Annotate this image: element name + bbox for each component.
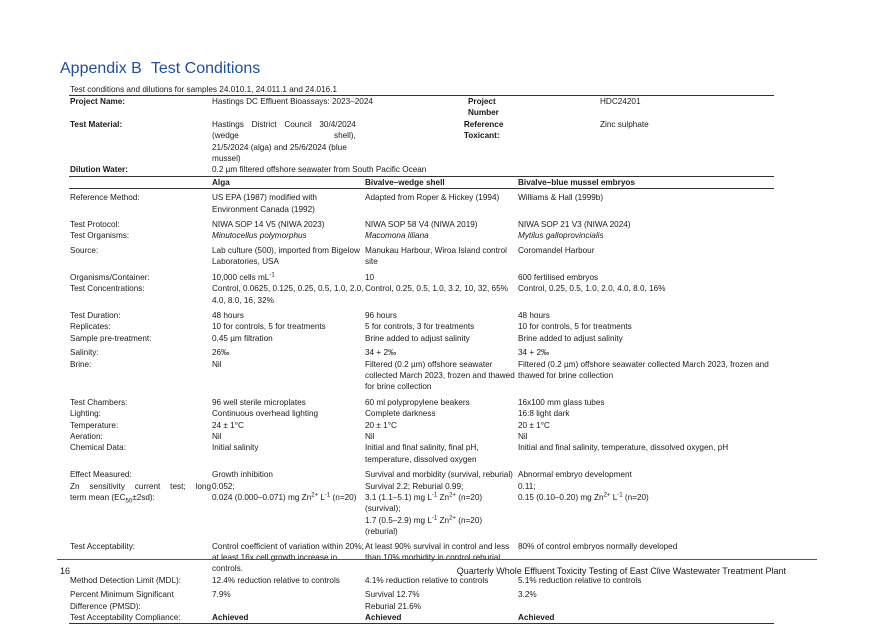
table-row: [69, 481, 774, 538]
wedge-cell: 34 + 2‰: [365, 348, 397, 358]
row-label-line: Percent Minimum Significant: [70, 590, 174, 600]
mussel-cell: Nil: [518, 431, 528, 441]
mussel-cell: 5.1% reduction relative to controls: [518, 575, 642, 585]
mussel-cell: 3.2%: [518, 590, 537, 600]
alga-cell: 7.9%: [212, 590, 231, 600]
alga-cell: [211, 268, 364, 283]
table-row: [69, 612, 774, 624]
wedge-line: Reburial 21.6%: [365, 601, 421, 611]
row-label: Source:: [70, 245, 99, 255]
mussel-cell: Williams & Hall (1999b): [518, 193, 604, 203]
table-row: [69, 344, 774, 358]
alga-cell: Achieved: [211, 612, 364, 624]
wedge-cell: 4.1% reduction relative to controls: [365, 575, 489, 585]
footer-divider: [57, 559, 817, 560]
test-conditions-table: [69, 95, 774, 624]
table-row: [69, 420, 774, 431]
alga-line: [212, 492, 364, 503]
mussel-cell: 600 fertilised embryos: [518, 272, 599, 282]
alga-cell: 96 well sterile microplates: [212, 397, 306, 407]
wedge-cell: 20 ± 1°C: [365, 420, 397, 430]
row-label: Salinity:: [70, 348, 99, 358]
row-label: Test Duration:: [70, 310, 121, 320]
row-label: Test Acceptability Compliance:: [69, 612, 211, 624]
mussel-line: [518, 492, 774, 503]
wedge-cell: NIWA SOP 58 V4 (NIWA 2019): [365, 220, 478, 230]
text: (n=20): [330, 493, 357, 502]
mussel-cell: 48 hours: [518, 310, 550, 320]
alga-cell: 12.4% reduction relative to controls: [212, 575, 340, 585]
alga-cell: Nil: [212, 431, 222, 441]
row-label: Sample pre-treatment:: [70, 333, 152, 343]
mussel-cell: Coromandel Harbour: [518, 245, 595, 255]
text: L: [318, 493, 325, 502]
alga-cell: NIWA SOP 14 V5 (NIWA 2023): [212, 220, 325, 230]
alga-cell: 0.45 µm filtration: [212, 333, 273, 343]
table-caption: Test conditions and dilutions for samples 24.010.1, 24.011.1 and 24.016.1: [70, 85, 338, 94]
row-label: Test Protocol:: [70, 220, 120, 230]
wedge-cell: Survival and morbidity (survival, reburial): [365, 470, 513, 480]
mussel-cell: 16:8 light dark: [518, 409, 570, 419]
project-name-value: Hastings DC Effluent Bioassays: 2023–2024: [212, 97, 373, 106]
alga-cell: Nil: [212, 359, 222, 369]
mussel-cell: Filtered (0.2 µm) offshore seawater collected March 2023, frozen and thawed for brine collection: [518, 359, 769, 380]
mussel-cell: 20 ± 1°C: [518, 420, 550, 430]
text: Zn: [437, 493, 450, 502]
table-header-row: [69, 176, 774, 188]
mussel-cell: NIWA SOP 21 V3 (NIWA 2024): [518, 220, 631, 230]
test-material-cell: [211, 119, 517, 165]
alga-cell: 10 for controls, 5 for treatments: [212, 322, 326, 332]
wedge-cell: 60 ml polypropylene beakers: [365, 397, 470, 407]
table-row: [69, 359, 774, 393]
row-label: Chemical Data:: [70, 443, 126, 453]
project-name-label: Project Name:: [69, 96, 211, 119]
alga-cell: Control coefficient of variation within 20%; at least 16x cell growth increase in controls.: [212, 541, 364, 574]
table-row: [69, 283, 774, 306]
text: 3.1 (1.1–5.1) mg L: [365, 493, 432, 502]
row-label: Lighting:: [70, 409, 101, 419]
superscript: -1: [431, 492, 438, 499]
superscript: 2+: [311, 492, 319, 499]
test-material-line1: Hastings District Council 30/4/2024 (wedge shell),: [212, 119, 356, 141]
wedge-cell: Filtered (0.2 µm) offshore seawater collected March 2023, frozen and thawed for brine collection: [365, 359, 515, 392]
column-header: Bivalve–blue mussel embryos: [517, 176, 774, 188]
wedge-cell: 96 hours: [365, 310, 397, 320]
wedge-line: Survival 2.2; Reburial 0.99;: [365, 481, 464, 491]
row-label-line: Difference (PMSD):: [70, 601, 141, 611]
superscript: 2+: [603, 492, 611, 499]
table-row: [69, 119, 774, 165]
wedge-cell: Brine added to adjust salinity: [365, 333, 470, 343]
column-header: Bivalve–wedge shell: [364, 176, 517, 188]
reference-toxicant-label: Reference Toxicant:: [463, 119, 504, 141]
wedge-cell: Manukau Harbour, Wiroa Island control site: [365, 245, 507, 267]
wedge-cell: At least 90% survival in control and less than 10% morbidity in control reburial: [365, 541, 510, 563]
alga-cell: Minutocellus polymorphus: [212, 231, 307, 241]
row-label: Effect Measured:: [70, 470, 132, 480]
row-label: Test Organisms:: [70, 231, 130, 241]
wedge-cell: 5 for controls, 3 for treatments: [365, 322, 475, 332]
wedge-cell: Adapted from Roper & Hickey (1994): [365, 193, 500, 203]
alga-cell: 48 hours: [212, 310, 244, 320]
mussel-cell: Brine added to adjust salinity: [518, 333, 623, 343]
wedge-cell: Control, 0.25, 0.5, 1.0, 3.2, 10, 32, 65%: [365, 284, 508, 294]
text: L: [610, 493, 618, 502]
row-label: Organisms/Container:: [70, 272, 150, 282]
dilution-water-value: 0.2 µm filtered offshore seawater from South Pacific Ocean: [211, 164, 774, 176]
wedge-line: [365, 515, 517, 538]
dilution-water-label: Dilution Water:: [69, 164, 211, 176]
text: Zn: [437, 515, 450, 525]
table-row: [69, 442, 774, 465]
superscript: 2+: [449, 515, 456, 522]
superscript: -1: [269, 271, 275, 278]
appendix-title: Test Conditions: [150, 60, 261, 77]
row-label: Brine:: [70, 359, 92, 369]
project-name-cell: [211, 96, 517, 119]
alga-cell: Lab culture (500), imported from Bigelow Laboratories, USA: [212, 245, 360, 267]
mussel-cell: Initial and final salinity, temperature, dissolved oxygen, pH: [518, 443, 729, 453]
row-label: Test Chambers:: [70, 397, 128, 407]
text: 0.024 (0.000–0.071) mg Zn: [212, 493, 312, 502]
row-label-line: [70, 492, 211, 503]
label-text: ±2sd):: [132, 493, 155, 502]
column-header: Alga: [211, 176, 364, 188]
table-row: [69, 575, 774, 586]
superscript: -1: [324, 492, 331, 499]
wedge-cell: Nil: [365, 431, 375, 441]
superscript: -1: [431, 515, 438, 522]
wedge-cell: Complete darkness: [365, 409, 436, 419]
wedge-cell: [364, 586, 517, 612]
wedge-line: Survival 12.7%: [365, 590, 420, 600]
wedge-cell: Achieved: [364, 612, 517, 624]
table-row: [69, 306, 774, 321]
table-row: [69, 242, 774, 268]
superscript: -1: [617, 492, 623, 499]
mussel-cell: Achieved: [517, 612, 774, 624]
mussel-cell: 34 + 2‰: [518, 348, 550, 358]
alga-cell: 24 ± 1°C: [212, 420, 244, 430]
row-label: [69, 586, 211, 612]
table-row: [69, 215, 774, 230]
mussel-cell: 10 for controls, 5 for treatments: [518, 322, 632, 332]
mussel-cell: 80% of control embryos normally developed: [518, 541, 678, 551]
alga-cell: Control, 0.0625, 0.125, 0.25, 0.5, 1.0, 2.0, 4.0, 8.0, 16, 32%: [212, 284, 364, 305]
superscript: 2+: [449, 492, 456, 499]
row-label: Aeration:: [70, 431, 103, 441]
wedge-cell: Initial and final salinity, final pH, temperature, dissolved oxygen: [365, 443, 479, 464]
table-row: [69, 164, 774, 176]
mussel-cell: [517, 481, 774, 538]
wedge-cell: Macomona liliana: [365, 231, 429, 241]
mussel-cell: Abnormal embryo development: [518, 470, 632, 480]
table-row: [69, 268, 774, 283]
row-label: Test Acceptability:: [70, 541, 136, 551]
table-row: [69, 333, 774, 344]
text: 1.7 (0.5–2.9) mg L: [365, 515, 432, 525]
table-row: [69, 230, 774, 241]
alga-cell: 26‰: [212, 348, 230, 358]
table-row: [69, 431, 774, 442]
test-material-label: Test Material:: [70, 119, 123, 129]
wedge-cell: 10: [365, 272, 375, 282]
alga-cell: Growth inhibition: [212, 470, 273, 480]
text: (n=20): [622, 493, 649, 502]
appendix-number: Appendix B: [60, 60, 142, 77]
text: (n=20) (reburial): [365, 515, 483, 537]
wedge-cell: [364, 481, 517, 538]
reference-toxicant-value: Zinc sulphate: [600, 119, 649, 129]
table-row: [69, 586, 774, 612]
row-label: Test Concentrations:: [70, 284, 145, 294]
text: 0.15 (0.10–0.20) mg Zn: [518, 493, 604, 502]
row-label-line: Zn sensitivity current test; long: [70, 481, 211, 491]
mussel-cell: 16x100 mm glass tubes: [518, 397, 605, 407]
appendix-heading: [60, 60, 260, 78]
alga-cell: Initial salinity: [212, 443, 259, 453]
page-number: 16: [60, 566, 71, 576]
subscript: 50: [125, 498, 133, 505]
wedge-line: [365, 492, 517, 515]
mussel-cell: Mytilus galloprovincialis: [518, 231, 604, 241]
alga-cell: US EPA (1987) modified with Environment Canada (1992): [212, 193, 317, 214]
table-row: [69, 408, 774, 419]
row-label: Temperature:: [70, 420, 119, 430]
table-row: [69, 393, 774, 408]
row-label: [69, 481, 211, 538]
label-text: term mean (EC: [70, 493, 126, 502]
alga-line: 0.052;: [212, 481, 235, 491]
table-row: [69, 465, 774, 480]
project-number-value: HDC24201: [517, 96, 774, 119]
report-title: Quarterly Whole Effluent Toxicity Testing of East Clive Wastewater Treatment Plant: [456, 566, 786, 576]
alga-cell: Continuous overhead lighting: [212, 409, 319, 419]
test-material-line2: 21/5/2024 (alga) and 25/6/2024 (blue mussel): [212, 142, 347, 164]
row-label: Reference Method:: [70, 193, 140, 203]
alga-cell: [211, 481, 364, 538]
row-label: Replicates:: [70, 322, 111, 332]
table-row: [69, 189, 774, 215]
table-row: [69, 96, 774, 119]
row-label: Method Detection Limit (MDL):: [70, 575, 182, 585]
table-row: [69, 321, 774, 332]
mussel-cell: Control, 0.25, 0.5, 1.0, 2.0, 4.0, 8.0, 16%: [518, 284, 666, 294]
mussel-line: 0.11;: [518, 481, 536, 491]
alga-cell-text: 10,000 cells mL: [212, 272, 270, 282]
text: (n=20) (survival);: [365, 493, 483, 514]
project-number-label: Project Number: [467, 97, 499, 118]
